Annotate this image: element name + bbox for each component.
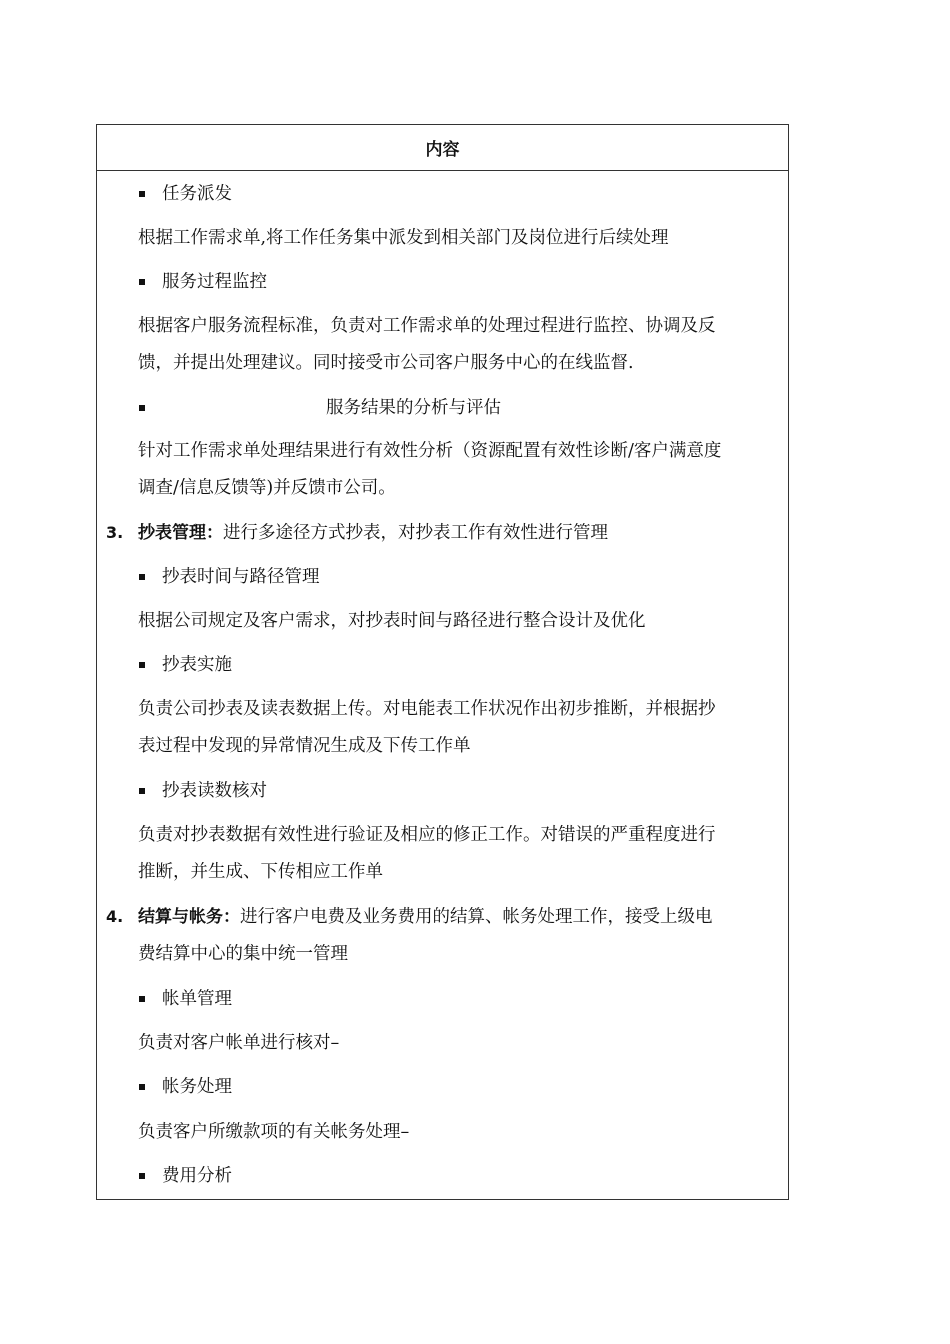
section-title: 结算与帐务： bbox=[138, 907, 240, 927]
bullet-item: 服务结果的分析与评估 bbox=[97, 393, 788, 423]
paragraph-line: 表过程中发现的异常情况生成及下传工作单 bbox=[138, 736, 471, 756]
square-bullet-icon bbox=[139, 662, 145, 668]
section-heading: 3. 抄表管理：进行多途径方式抄表，对抄表工作有效性进行管理 bbox=[106, 523, 608, 543]
paragraph-line: 推断，并生成、下传相应工作单 bbox=[138, 862, 383, 882]
paragraph-line: 根据公司规定及客户需求，对抄表时间与路径进行整合设计及优化 bbox=[138, 611, 646, 631]
square-bullet-icon bbox=[139, 788, 145, 794]
bullet-item: 帐单管理 bbox=[97, 984, 788, 1014]
bullet-item: 抄表时间与路径管理 bbox=[97, 562, 788, 592]
paragraph-line: 负责客户所缴款项的有关帐务处理– bbox=[138, 1122, 410, 1142]
section-heading: 4. 结算与帐务：进行客户电费及业务费用的结算、帐务处理工作，接受上级电 bbox=[106, 907, 713, 927]
square-bullet-icon bbox=[139, 574, 145, 580]
square-bullet-icon bbox=[139, 405, 145, 411]
paragraph-line: 针对工作需求单处理结果进行有效性分析（资源配置有效性诊断/客户满意度 bbox=[138, 441, 722, 461]
content-table bbox=[96, 124, 789, 1200]
square-bullet-icon bbox=[139, 996, 145, 1002]
paragraph-line: 调查/信息反馈等)并反馈市公司。 bbox=[138, 478, 396, 498]
bullet-item: 抄表读数核对 bbox=[97, 776, 788, 806]
bullet-item: 任务派发 bbox=[97, 179, 788, 209]
paragraph-line: 负责对客户帐单进行核对– bbox=[138, 1033, 340, 1053]
square-bullet-icon bbox=[139, 191, 145, 197]
bullet-item: 帐务处理 bbox=[97, 1072, 788, 1102]
header-label: 内容 bbox=[425, 140, 460, 160]
square-bullet-icon bbox=[139, 1084, 145, 1090]
paragraph-line: 根据客户服务流程标准，负责对工作需求单的处理过程进行监控、协调及反 bbox=[138, 316, 716, 336]
paragraph-line: 负责对抄表数据有效性进行验证及相应的修正工作。对错误的严重程度进行 bbox=[138, 825, 716, 845]
paragraph-line: 负责公司抄表及读表数据上传。对电能表工作状况作出初步推断，并根据抄 bbox=[138, 699, 716, 719]
table-body bbox=[97, 171, 788, 1199]
square-bullet-icon bbox=[139, 279, 145, 285]
section-title: 抄表管理： bbox=[138, 523, 223, 543]
paragraph-line: 费结算中心的集中统一管理 bbox=[138, 944, 348, 964]
bullet-item: 抄表实施 bbox=[97, 650, 788, 680]
paragraph-line: 馈，并提出处理建议。同时接受市公司客户服务中心的在线监督. bbox=[138, 353, 634, 373]
bullet-item: 服务过程监控 bbox=[97, 267, 788, 297]
paragraph-line: 根据工作需求单,将工作任务集中派发到相关部门及岗位进行后续处理 bbox=[138, 228, 669, 248]
square-bullet-icon bbox=[139, 1173, 145, 1179]
bullet-item: 费用分析 bbox=[97, 1161, 788, 1191]
table-header bbox=[97, 125, 788, 171]
